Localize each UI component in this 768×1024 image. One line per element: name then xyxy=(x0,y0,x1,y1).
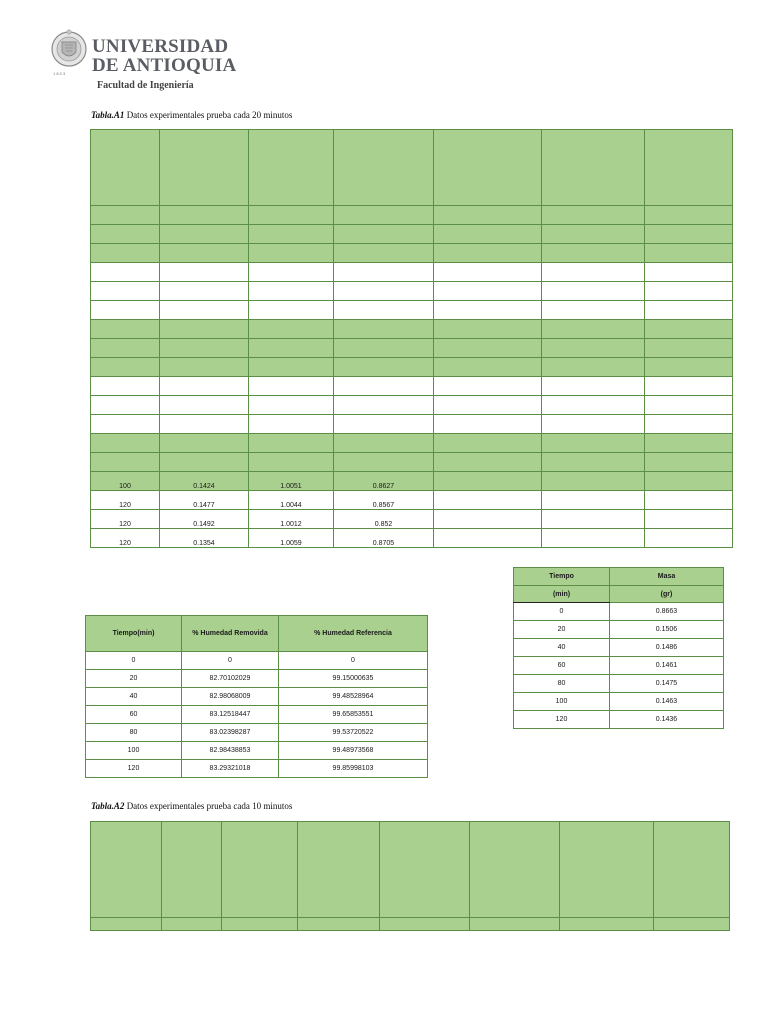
humedad-row xyxy=(86,706,428,724)
table-a1-cell: 100 xyxy=(91,472,160,491)
masa-row xyxy=(514,621,724,639)
masa-cell-tiempo: 40 xyxy=(514,639,610,657)
table-a1-row xyxy=(91,453,733,472)
humedad-cell: 82.98438853 xyxy=(182,742,279,760)
masa-cell-masa: 0.1475 xyxy=(610,675,724,693)
table-a1-cell: 1.0051 xyxy=(249,472,334,491)
masa-cell-tiempo: 100 xyxy=(514,693,610,711)
humedad-header-referencia: % Humedad Referencia xyxy=(279,616,428,652)
masa-cell-tiempo: 120 xyxy=(514,711,610,729)
masa-table xyxy=(513,567,724,729)
table-a2-row xyxy=(91,918,730,931)
table-a1-cell: 1.0044 xyxy=(249,491,334,510)
masa-cell-masa: 0.1463 xyxy=(610,693,724,711)
table-a2 xyxy=(90,821,730,931)
masa-header-masa-unit: (gr) xyxy=(610,586,724,603)
table-a1-row xyxy=(91,358,733,377)
masa-row xyxy=(514,603,724,621)
table-a1-cell: 1.0012 xyxy=(249,510,334,529)
humedad-cell: 0 xyxy=(279,652,428,670)
table-a1-caption-text: Datos experimentales prueba cada 20 minutos xyxy=(124,110,293,120)
masa-header-masa: Masa xyxy=(610,568,724,586)
humedad-header-removida: % Humedad Removida xyxy=(182,616,279,652)
masa-cell-masa: 0.1461 xyxy=(610,657,724,675)
humedad-header-row xyxy=(86,616,428,652)
table-a1-caption-label: Tabla.A1 xyxy=(91,110,125,120)
table-a1-row xyxy=(91,206,733,225)
table-a1 xyxy=(90,129,733,548)
humedad-row xyxy=(86,760,428,778)
table-a1-header-row xyxy=(91,130,733,206)
table-a1-body xyxy=(91,130,733,548)
svg-text:1 8 0 3: 1 8 0 3 xyxy=(53,71,66,76)
humedad-row xyxy=(86,670,428,688)
humedad-cell: 20 xyxy=(86,670,182,688)
table-a1-row xyxy=(91,320,733,339)
university-name-line2: DE ANTIOQUIA xyxy=(92,55,237,76)
humedad-cell: 83.02398287 xyxy=(182,724,279,742)
table-a2-caption-label: Tabla.A2 xyxy=(91,801,125,811)
table-a2-caption-text: Datos experimentales prueba cada 10 minutos xyxy=(124,801,293,811)
table-a1-cell: 0.8705 xyxy=(334,529,434,548)
masa-cell-tiempo: 60 xyxy=(514,657,610,675)
table-a1-cell: 0.1477 xyxy=(160,491,249,510)
table-a1-row xyxy=(91,377,733,396)
humedad-row xyxy=(86,688,428,706)
table-a1-cell: 120 xyxy=(91,491,160,510)
table-a1-cell: 0.8567 xyxy=(334,491,434,510)
masa-row xyxy=(514,639,724,657)
humedad-cell: 0 xyxy=(182,652,279,670)
table-a1-cell: 1.0059 xyxy=(249,529,334,548)
humedad-row xyxy=(86,724,428,742)
humedad-cell: 80 xyxy=(86,724,182,742)
humedad-cell: 40 xyxy=(86,688,182,706)
humedad-cell: 82.98068009 xyxy=(182,688,279,706)
table-a1-row xyxy=(91,339,733,358)
table-a1-row xyxy=(91,244,733,263)
humedad-cell: 83.12518447 xyxy=(182,706,279,724)
masa-header-row-1 xyxy=(514,568,724,586)
humedad-cell: 99.15000635 xyxy=(279,670,428,688)
humedad-cell: 99.48973568 xyxy=(279,742,428,760)
humedad-row xyxy=(86,652,428,670)
humedad-cell: 99.48528964 xyxy=(279,688,428,706)
humedad-header-tiempo: Tiempo(min) xyxy=(86,616,182,652)
masa-cell-masa: 0.1506 xyxy=(610,621,724,639)
table-a1-caption xyxy=(91,110,292,120)
faculty-name: Facultad de Ingeniería xyxy=(97,80,194,91)
humedad-cell: 0 xyxy=(86,652,182,670)
humedad-cell: 100 xyxy=(86,742,182,760)
university-seal-icon xyxy=(50,28,88,78)
humedad-cell: 120 xyxy=(86,760,182,778)
masa-cell-masa: 0.1486 xyxy=(610,639,724,657)
table-a1-cell: 120 xyxy=(91,510,160,529)
humedad-cell: 99.53720522 xyxy=(279,724,428,742)
masa-row xyxy=(514,693,724,711)
table-a1-row xyxy=(91,263,733,282)
university-name-line1: UNIVERSIDAD xyxy=(92,36,229,57)
masa-cell-masa: 0.8663 xyxy=(610,603,724,621)
humedad-row xyxy=(86,742,428,760)
university-logo xyxy=(50,28,250,94)
table-a1-data-row xyxy=(91,529,733,548)
table-a1-cell: 0.8627 xyxy=(334,472,434,491)
masa-row xyxy=(514,711,724,729)
masa-row xyxy=(514,675,724,693)
humedad-cell: 60 xyxy=(86,706,182,724)
humedad-cell: 83.29321018 xyxy=(182,760,279,778)
table-a1-row xyxy=(91,415,733,434)
table-a1-cell: 0.1424 xyxy=(160,472,249,491)
humedad-table xyxy=(85,615,428,778)
humedad-table-body xyxy=(86,616,428,778)
table-a1-cell: 120 xyxy=(91,529,160,548)
table-a2-header-row xyxy=(91,822,730,918)
masa-cell-masa: 0.1436 xyxy=(610,711,724,729)
table-a1-row xyxy=(91,396,733,415)
masa-header-tiempo-unit: (min) xyxy=(514,586,610,603)
table-a1-data-row xyxy=(91,491,733,510)
table-a1-data-row xyxy=(91,510,733,529)
table-a2-body xyxy=(91,822,730,931)
table-a1-cell: 0.1492 xyxy=(160,510,249,529)
masa-cell-tiempo: 80 xyxy=(514,675,610,693)
humedad-cell: 99.65853551 xyxy=(279,706,428,724)
table-a1-data-row xyxy=(91,472,733,491)
table-a1-cell: 0.852 xyxy=(334,510,434,529)
table-a1-row xyxy=(91,434,733,453)
masa-row xyxy=(514,657,724,675)
humedad-cell: 99.85998103 xyxy=(279,760,428,778)
masa-table-body xyxy=(514,568,724,729)
humedad-cell: 82.70102029 xyxy=(182,670,279,688)
table-a1-row xyxy=(91,282,733,301)
table-a1-cell: 0.1354 xyxy=(160,529,249,548)
masa-cell-tiempo: 0 xyxy=(514,603,610,621)
table-a1-row xyxy=(91,301,733,320)
masa-header-row-2 xyxy=(514,586,724,603)
masa-cell-tiempo: 20 xyxy=(514,621,610,639)
table-a1-row xyxy=(91,225,733,244)
table-a2-caption xyxy=(91,801,292,811)
masa-header-tiempo: Tiempo xyxy=(514,568,610,586)
